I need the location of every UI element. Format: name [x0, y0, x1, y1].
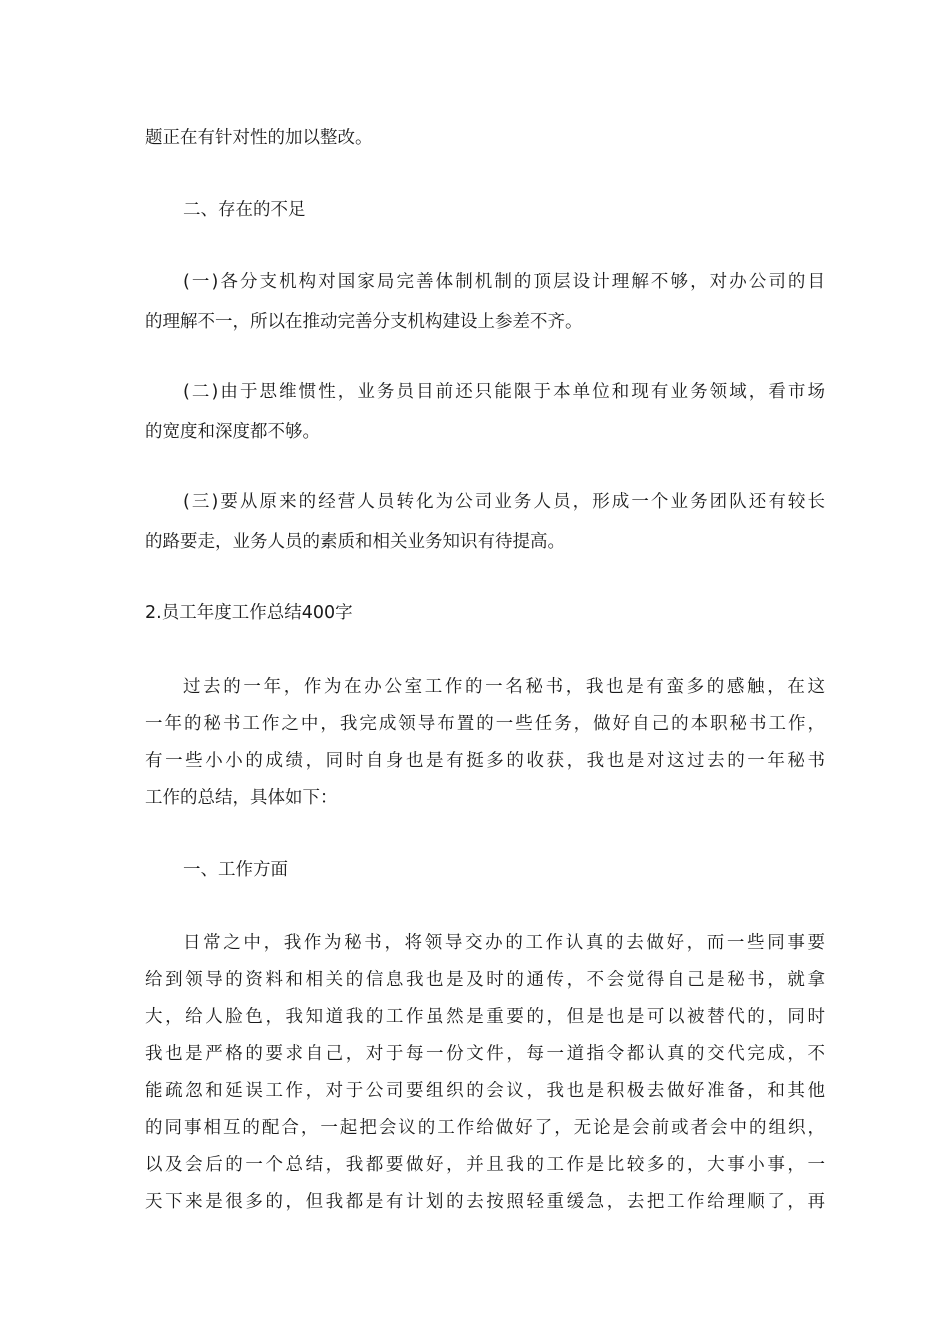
paragraph-line: 以及会后的一个总结，我都要做好，并且我的工作是比较多的，大事小事，一 [145, 1155, 825, 1175]
paragraph-line: 过去的一年，作为在办公室工作的一名秘书，我也是有蛮多的感触，在这 [183, 677, 825, 697]
paragraph-line: 给到领导的资料和相关的信息我也是及时的通传，不会觉得自己是秘书，就拿 [145, 970, 825, 990]
paragraph-line: 的同事相互的配合，一起把会议的工作给做好了，无论是会前或者会中的组织， [145, 1118, 825, 1138]
paragraph-line: 能疏忽和延误工作，对于公司要组织的会议，我也是积极去做好准备，和其他 [145, 1081, 825, 1101]
section-heading: 二、存在的不足 [183, 200, 306, 220]
paragraph-line: 有一些小小的成绩，同时自身也是有挺多的收获，我也是对这过去的一年秘书 [145, 751, 825, 771]
paragraph-line: 的路要走，业务人员的素质和相关业务知识有待提高。 [145, 532, 565, 552]
paragraph-line: (三)要从原来的经营人员转化为公司业务人员，形成一个业务团队还有较长 [183, 492, 825, 512]
paragraph-line: 大，给人脸色，我知道我的工作虽然是重要的，但是也是可以被替代的，同时 [145, 1007, 825, 1027]
paragraph-line: 的理解不一，所以在推动完善分支机构建设上参差不齐。 [145, 312, 583, 332]
paragraph-line: 我也是严格的要求自己，对于每一份文件，每一道指令都认真的交代完成，不 [145, 1044, 825, 1064]
paragraph-line: (二)由于思维惯性，业务员目前还只能限于本单位和现有业务领域，看市场 [183, 382, 825, 402]
paragraph-line: (一)各分支机构对国家局完善体制机制的顶层设计理解不够，对办公司的目 [183, 272, 825, 292]
paragraph-line: 的宽度和深度都不够。 [145, 422, 320, 442]
paragraph-line: 日常之中，我作为秘书，将领导交办的工作认真的去做好，而一些同事要 [183, 933, 825, 953]
paragraph-line: 工作的总结，具体如下： [145, 788, 338, 808]
paragraph-line: 一年的秘书工作之中，我完成领导布置的一些任务，做好自己的本职秘书工作， [145, 714, 825, 734]
article-title: 2.员工年度工作总结400字 [145, 603, 353, 623]
paragraph-line: 题正在有针对性的加以整改。 [145, 128, 373, 148]
paragraph-line: 天下来是很多的，但我都是有计划的去按照轻重缓急，去把工作给理顺了，再 [145, 1192, 825, 1212]
section-heading: 一、工作方面 [183, 860, 288, 880]
